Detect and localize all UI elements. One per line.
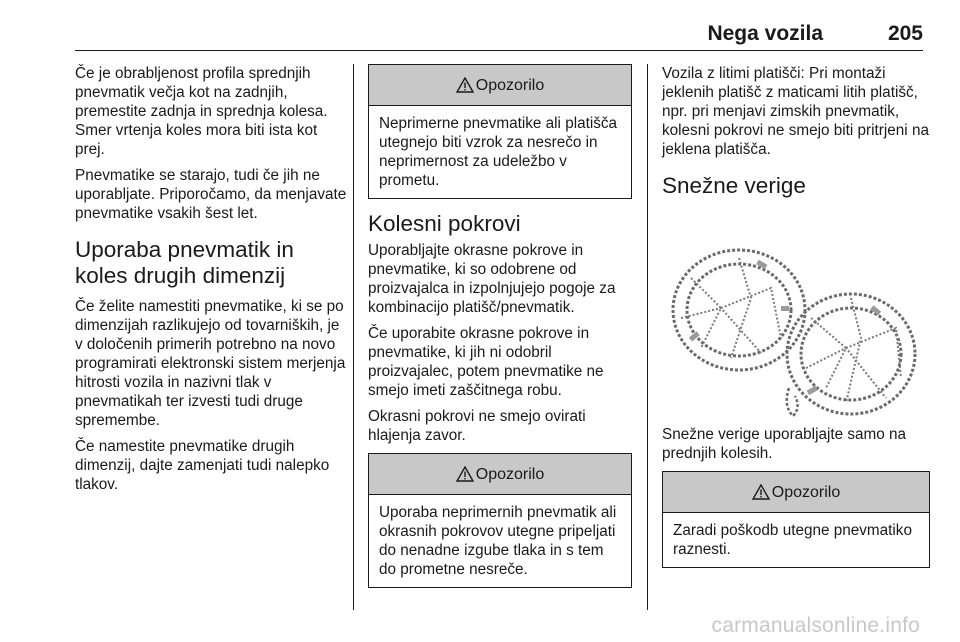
paragraph: Snežne verige uporabljajte samo na prednjih kolesih. xyxy=(662,426,907,462)
warning-header xyxy=(663,472,929,513)
warning-header xyxy=(369,65,631,106)
section-title: Nega vozila xyxy=(707,22,823,45)
header-rule xyxy=(75,50,923,51)
warning-text: Uporaba neprimernih pnevmatik ali okrasnih pokrovov utegne pripeljati do nenadne izgube tlaka in s tem do prometne nesreče. xyxy=(379,504,617,578)
warning-text: Zaradi poškodb utegne pnevmatiko raznesti. xyxy=(673,522,912,558)
warning-title: Opozorilo xyxy=(771,483,841,501)
warning-icon xyxy=(456,466,474,482)
watermark: carmanualsonline.info xyxy=(711,614,920,637)
paragraph: Vozila z litimi platišči: Pri montaži jeklenih platišč z maticami litih platišč, npr. pri menjavi zimskih pnevmatik, kolesni pokrovi ne smejo biti pritrjeni na jeklena platišča. xyxy=(662,65,929,158)
paragraph: Če namestite pnevmatike drugih dimenzij, dajte zamenjati tudi nalepko tlakov. xyxy=(75,438,330,493)
warning-text: Neprimerne pnevmatike ali platišča utegnejo biti vzrok za nesrečo in neprimernost za udeležbo v prometu. xyxy=(379,115,618,189)
column-2 xyxy=(368,64,632,588)
warning-title: Opozorilo xyxy=(475,76,545,94)
section-heading: Kolesni pokrovi xyxy=(368,211,521,236)
page-header xyxy=(75,18,923,50)
column-divider xyxy=(353,64,354,610)
page-number: 205 xyxy=(887,22,923,45)
section-heading: Snežne verige xyxy=(662,173,806,198)
paragraph: Če uporabite okrasne pokrove in pnevmatike, ki jih ni odobril proizvajalec, potem pnevmatike ne smejo imeti zaščitnega robu. xyxy=(368,325,604,399)
section-heading: Uporaba pnevmatik in koles drugih dimenzij xyxy=(75,237,294,288)
paragraph: Če želite namestiti pnevmatike, ki se po dimenzijah razlikujejo od tovarniških, je v določenih primerih potrebno na novo programirati elektronski sistem merjenja hitrosti vozila in nazivni tlak v pnevmatikah ter izvesti tudi druge spremembe. xyxy=(75,298,346,429)
warning-icon xyxy=(456,77,474,93)
snow-chains-icon xyxy=(661,238,927,424)
warning-title: Opozorilo xyxy=(475,465,545,483)
column-1 xyxy=(75,64,347,501)
column-divider xyxy=(647,64,648,610)
paragraph: Uporabljajte okrasne pokrove in pnevmatike, ki so odobrene od proizvajalca in izpolnjujejo pogoje za kombinacijo platišč/pnevmatik. xyxy=(368,242,616,316)
paragraph: Okrasni pokrovi ne smejo ovirati hlajenja zavor. xyxy=(368,408,586,444)
warning-box xyxy=(662,471,930,568)
warning-box xyxy=(368,453,632,588)
paragraph: Če je obrabljenost profila sprednjih pnevmatik večja kot na zadnjih, premestite zadnja in sprednja kolesa. Smer vrtenja koles mora biti ista kot prej. xyxy=(75,65,328,158)
warning-header xyxy=(369,454,631,495)
warning-box xyxy=(368,64,632,199)
warning-icon xyxy=(752,484,770,500)
paragraph: Pnevmatike se starajo, tudi če jih ne uporabljate. Priporočamo, da menjavate pnevmatike vsakih šest let. xyxy=(75,167,347,222)
